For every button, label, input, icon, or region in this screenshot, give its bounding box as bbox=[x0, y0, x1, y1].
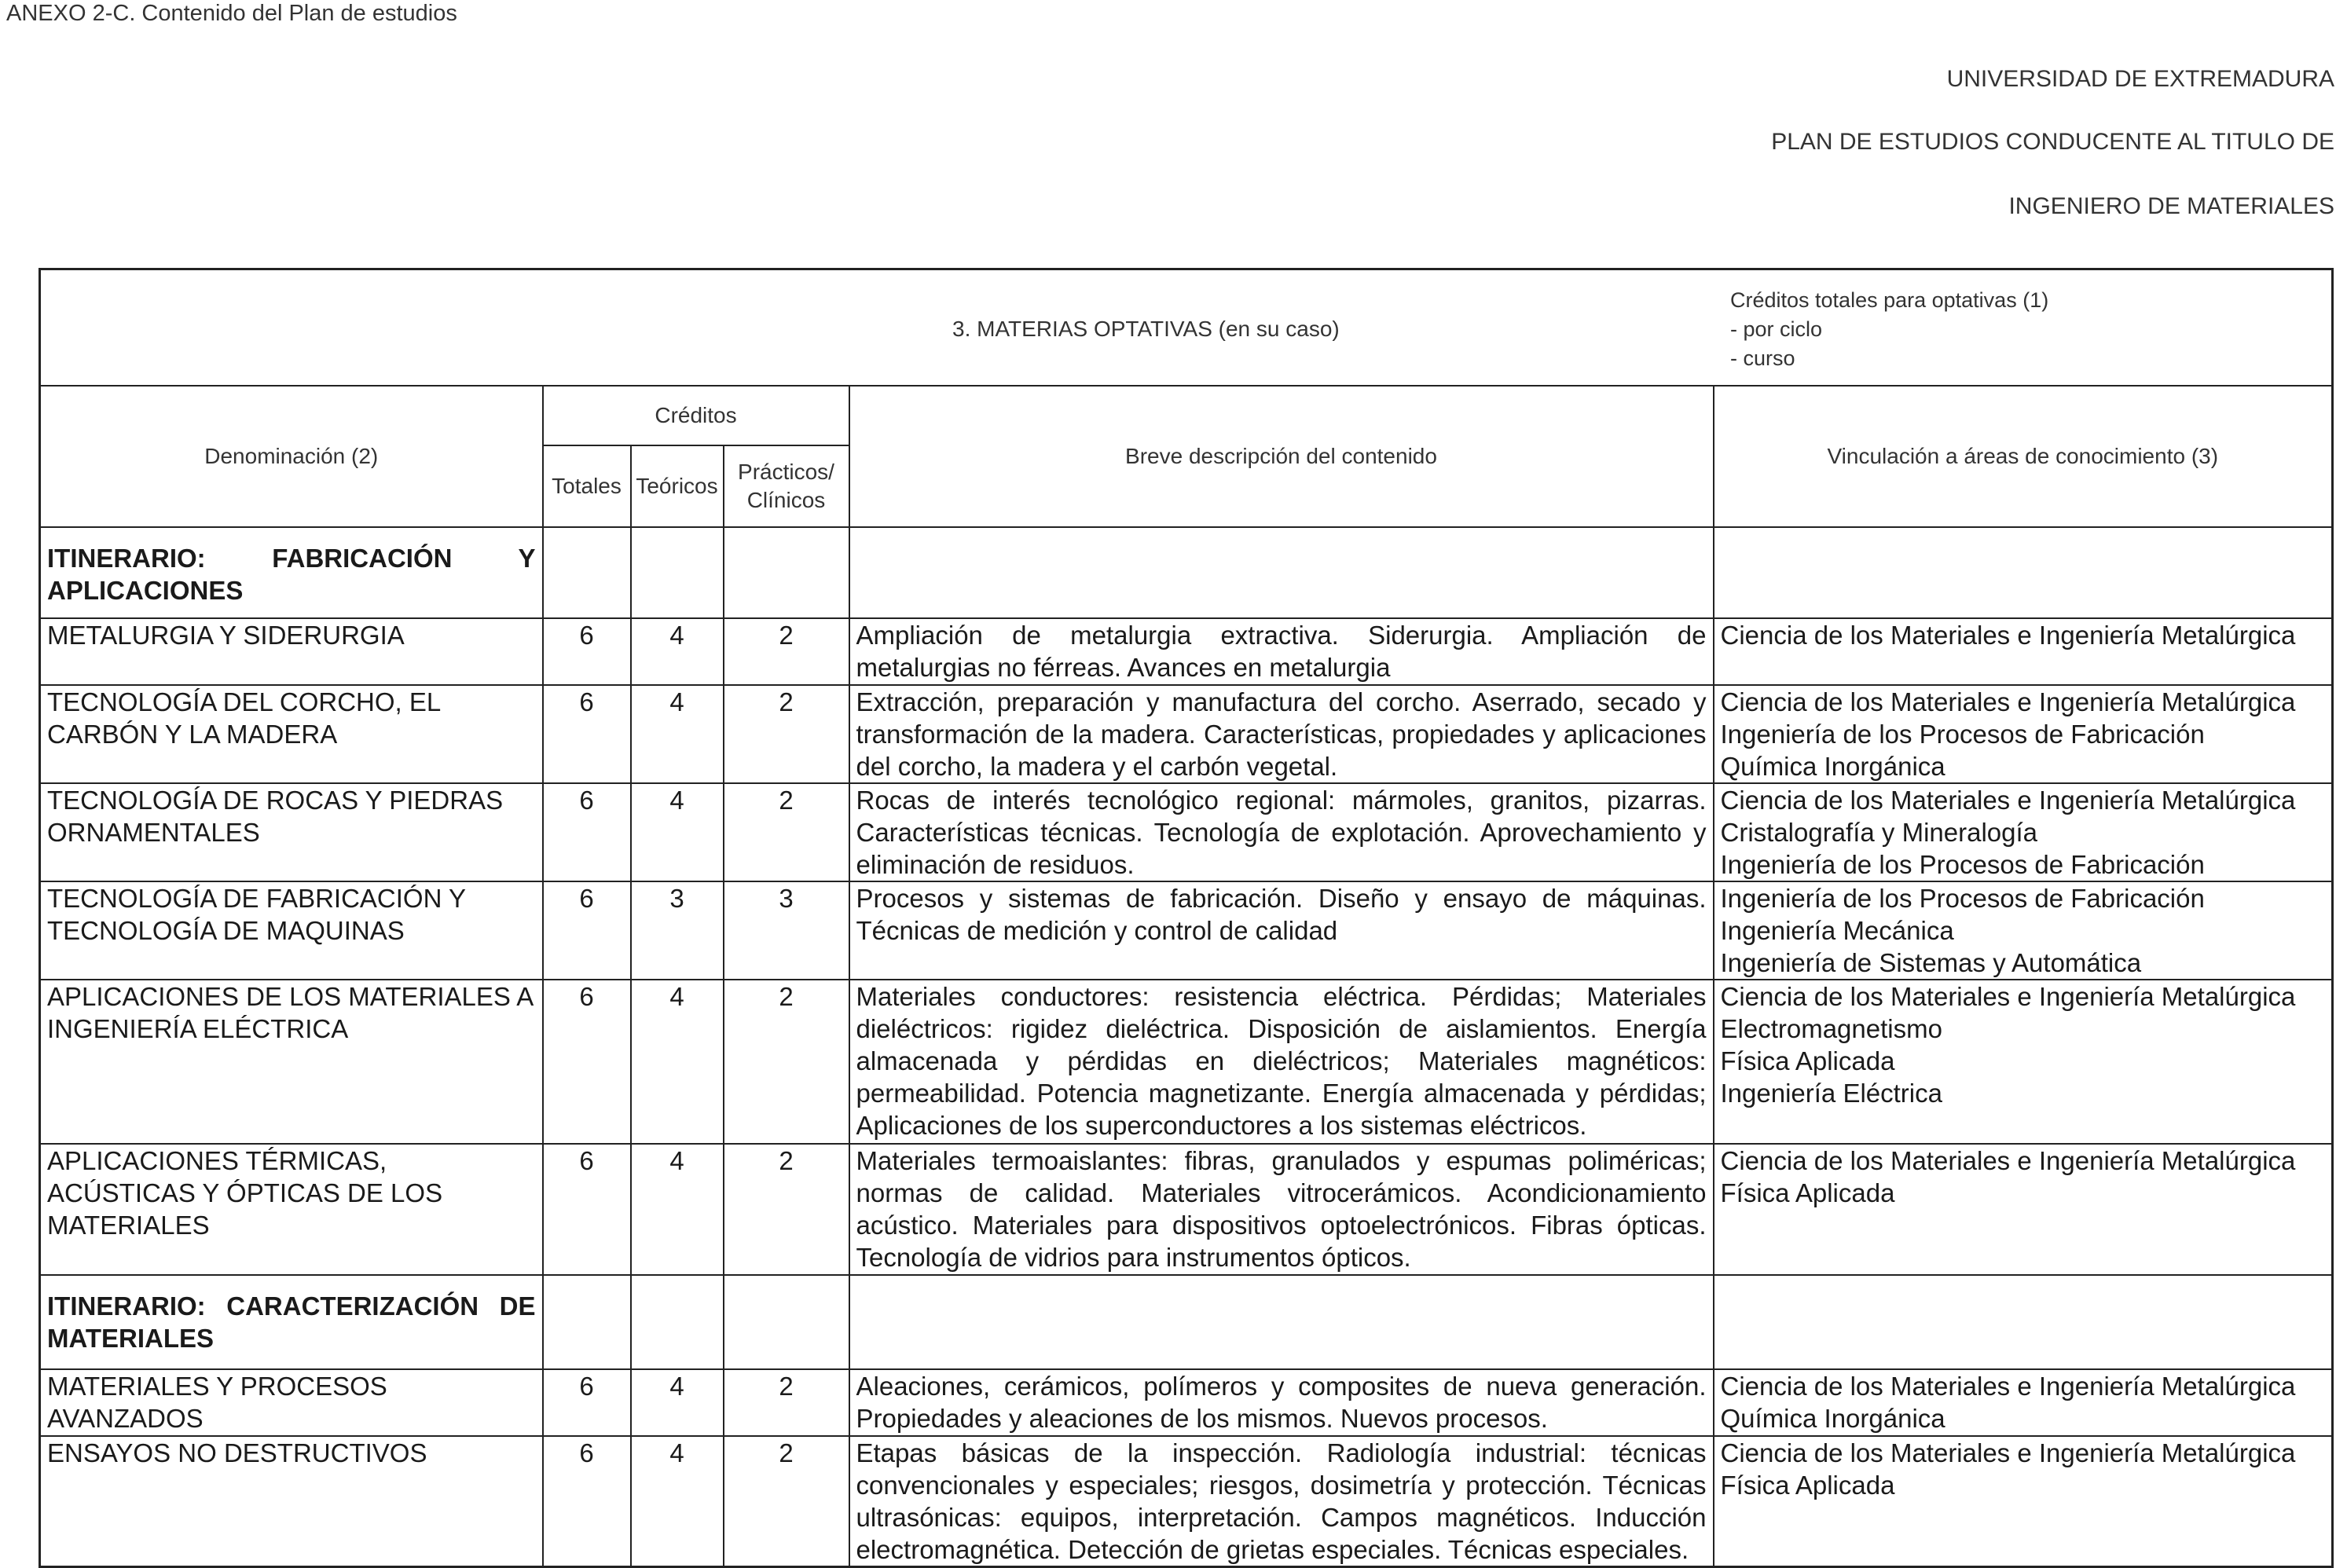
credits-theory: 4 bbox=[631, 980, 724, 1144]
subject-description: Extracción, preparación y manufactura del corcho. Aserrado, secado y transformación de la madera. Características, propiedades y aplicaciones del corcho, la madera y el carbón vegetal. bbox=[849, 685, 1714, 783]
subject-areas bbox=[1714, 685, 2333, 783]
area: Ingeniería de Sistemas y Automática bbox=[1720, 948, 2142, 977]
table-row bbox=[40, 1144, 2333, 1275]
annex-title: ANEXO 2-C. Contenido del Plan de estudios bbox=[6, 1, 457, 26]
col-teoricos: Teóricos bbox=[631, 445, 724, 527]
credits-theory: 4 bbox=[631, 1436, 724, 1567]
subject-description: Etapas básicas de la inspección. Radiología industrial: técnicas convencionales y especiales; riesgos, dosimetría y protección. Técnicas ultrasónicas: equipos, interpretación. Campos magnéticos. Inducción electromagnética. Detección de grietas especiales. Técnicas especiales. bbox=[849, 1436, 1714, 1567]
table-row bbox=[40, 881, 2333, 980]
section-title-cell bbox=[40, 269, 2333, 387]
university-name: UNIVERSIDAD DE EXTREMADURA bbox=[1946, 66, 2334, 92]
credits-theory: 4 bbox=[631, 1144, 724, 1275]
subject-areas bbox=[1714, 1144, 2333, 1275]
credits-total: 6 bbox=[543, 1369, 631, 1436]
subject-name: TECNOLOGÍA DE ROCAS Y PIEDRAS ORNAMENTALES bbox=[40, 783, 543, 881]
itinerario-label: ITINERARIO: FABRICACIÓN Y APLICACIONES bbox=[40, 527, 543, 618]
credits-note-line3: - curso bbox=[1730, 346, 1795, 370]
subject-name: TECNOLOGÍA DE FABRICACIÓN Y TECNOLOGÍA DE MAQUINAS bbox=[40, 881, 543, 980]
area: Ciencia de los Materiales e Ingeniería Metalúrgica bbox=[1720, 982, 2296, 1011]
table-row bbox=[40, 1369, 2333, 1436]
subject-areas bbox=[1714, 783, 2333, 881]
credits-theory: 3 bbox=[631, 881, 724, 980]
section-title-row bbox=[40, 269, 2333, 387]
col-practicos: Prácticos/ Clínicos bbox=[724, 445, 849, 527]
subject-name: APLICACIONES DE LOS MATERIALES A INGENIERÍA ELÉCTRICA bbox=[40, 980, 543, 1144]
subject-areas bbox=[1714, 1369, 2333, 1436]
credits-theory: 4 bbox=[631, 685, 724, 783]
subject-description: Rocas de interés tecnológico regional: mármoles, granitos, pizarras. Características técnicas. Tecnología de explotación. Aprovechamiento y eliminación de residuos. bbox=[849, 783, 1714, 881]
credits-practice: 2 bbox=[724, 1144, 849, 1275]
credits-theory: 4 bbox=[631, 1369, 724, 1436]
col-denominacion: Denominación (2) bbox=[40, 386, 543, 527]
subject-areas bbox=[1714, 1436, 2333, 1567]
credits-total: 6 bbox=[543, 980, 631, 1144]
area: Ciencia de los Materiales e Ingeniería Metalúrgica bbox=[1720, 1372, 2296, 1401]
credits-note bbox=[1730, 286, 2048, 373]
credits-total: 6 bbox=[543, 1436, 631, 1567]
credits-practice: 3 bbox=[724, 881, 849, 980]
subject-name: MATERIALES Y PROCESOS AVANZADOS bbox=[40, 1369, 543, 1436]
credits-total: 6 bbox=[543, 1144, 631, 1275]
area: Ingeniería de los Procesos de Fabricación bbox=[1720, 884, 2205, 913]
area: Ciencia de los Materiales e Ingeniería Metalúrgica bbox=[1720, 1146, 2296, 1175]
area: Ingeniería Mecánica bbox=[1720, 916, 1954, 945]
area: Ingeniería de los Procesos de Fabricación bbox=[1720, 850, 2205, 879]
col-totales: Totales bbox=[543, 445, 631, 527]
area: Ciencia de los Materiales e Ingeniería Metalúrgica bbox=[1720, 687, 2296, 716]
itinerario-row bbox=[40, 527, 2333, 618]
credits-note-line2: - por ciclo bbox=[1730, 317, 1823, 341]
credits-practice: 2 bbox=[724, 980, 849, 1144]
subject-name: TECNOLOGÍA DEL CORCHO, EL CARBÓN Y LA MADERA bbox=[40, 685, 543, 783]
subject-description: Materiales termoaislantes: fibras, granulados y espumas poliméricas; normas de calidad. Materiales vitrocerámicos. Acondicionamiento acústico. Materiales para dispositivos optoelectrónicos. Fibras ópticas. Tecnología de vidrios para instrumentos ópticos. bbox=[849, 1144, 1714, 1275]
subject-areas bbox=[1714, 618, 2333, 685]
area: Electromagnetismo bbox=[1720, 1014, 1942, 1043]
degree-title: INGENIERO DE MATERIALES bbox=[2008, 193, 2334, 219]
credits-theory: 4 bbox=[631, 783, 724, 881]
area: Física Aplicada bbox=[1720, 1178, 1895, 1207]
section-title: 3. MATERIAS OPTATIVAS (en su caso) bbox=[952, 317, 1340, 341]
subject-areas bbox=[1714, 980, 2333, 1144]
itinerario-label: ITINERARIO: CARACTERIZACIÓN DE MATERIALES bbox=[40, 1275, 543, 1369]
credits-total: 6 bbox=[543, 783, 631, 881]
credits-practice: 2 bbox=[724, 685, 849, 783]
area: Ciencia de los Materiales e Ingeniería Metalúrgica bbox=[1720, 786, 2296, 815]
subject-description: Aleaciones, cerámicos, polímeros y composites de nueva generación. Propiedades y aleaciones de los mismos. Nuevos procesos. bbox=[849, 1369, 1714, 1436]
credits-theory: 4 bbox=[631, 618, 724, 685]
table-row bbox=[40, 618, 2333, 685]
subject-description: Ampliación de metalurgia extractiva. Siderurgia. Ampliación de metalurgias no férreas. Avances en metalurgia bbox=[849, 618, 1714, 685]
col-creditos: Créditos bbox=[543, 386, 849, 445]
credits-total: 6 bbox=[543, 685, 631, 783]
area: Física Aplicada bbox=[1720, 1471, 1895, 1500]
credits-practice: 2 bbox=[724, 1369, 849, 1436]
area: Física Aplicada bbox=[1720, 1046, 1895, 1075]
credits-practice: 2 bbox=[724, 618, 849, 685]
credits-total: 6 bbox=[543, 618, 631, 685]
table-row bbox=[40, 980, 2333, 1144]
credits-total: 6 bbox=[543, 881, 631, 980]
subject-description: Materiales conductores: resistencia eléctrica. Pérdidas; Materiales dieléctricos: rigidez dieléctrica. Disposición de aislamientos. Energía almacenada y pérdidas en dieléctricos; Materiales magnéticos: permeabilidad. Potencia magnetizante. Energía almacenada y pérdidas; Aplicaciones de los superconductores a los sistemas eléctricos. bbox=[849, 980, 1714, 1144]
area: Ingeniería de los Procesos de Fabricación bbox=[1720, 720, 2205, 749]
table-row bbox=[40, 783, 2333, 881]
subject-description: Procesos y sistemas de fabricación. Diseño y ensayo de máquinas. Técnicas de medición y control de calidad bbox=[849, 881, 1714, 980]
table-row bbox=[40, 685, 2333, 783]
area: Química Inorgánica bbox=[1720, 752, 1945, 781]
area: Cristalografía y Mineralogía bbox=[1720, 818, 2038, 847]
area: Ingeniería Eléctrica bbox=[1720, 1079, 1942, 1108]
table-row bbox=[40, 1436, 2333, 1567]
subject-name: METALURGIA Y SIDERURGIA bbox=[40, 618, 543, 685]
area: Química Inorgánica bbox=[1720, 1404, 1945, 1433]
plan-title: PLAN DE ESTUDIOS CONDUCENTE AL TITULO DE bbox=[1771, 129, 2334, 155]
credits-note-line1: Créditos totales para optativas (1) bbox=[1730, 288, 2049, 312]
optional-subjects-table bbox=[39, 268, 2334, 1568]
subject-name: APLICACIONES TÉRMICAS, ACÚSTICAS Y ÓPTICAS DE LOS MATERIALES bbox=[40, 1144, 543, 1275]
itinerario-row bbox=[40, 1275, 2333, 1369]
col-descripcion: Breve descripción del contenido bbox=[849, 386, 1714, 527]
col-vinculacion: Vinculación a áreas de conocimiento (3) bbox=[1714, 386, 2333, 527]
subject-name: ENSAYOS NO DESTRUCTIVOS bbox=[40, 1436, 543, 1567]
credits-practice: 2 bbox=[724, 783, 849, 881]
credits-practice: 2 bbox=[724, 1436, 849, 1567]
area: Ciencia de los Materiales e Ingeniería Metalúrgica bbox=[1720, 621, 2296, 650]
subject-areas bbox=[1714, 881, 2333, 980]
header-row-1 bbox=[40, 386, 2333, 445]
area: Ciencia de los Materiales e Ingeniería Metalúrgica bbox=[1720, 1438, 2296, 1467]
